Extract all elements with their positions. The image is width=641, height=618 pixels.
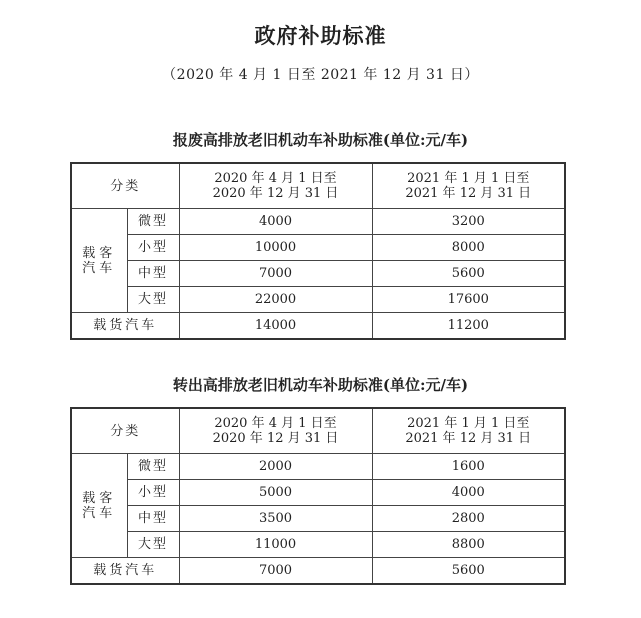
group-label-line2: 汽车	[82, 505, 117, 521]
vehicle-type-cell: 小型	[127, 480, 179, 506]
vehicle-type-cell: 小型	[127, 235, 179, 261]
period1-header-line1: 2020 年 4 月 1 日至	[214, 416, 337, 431]
period1-value-cell: 10000	[179, 235, 372, 261]
transfer-table-title: 转出高排放老旧机动车补助标准(单位:元/车)	[172, 376, 469, 394]
period2-value-cell: 17600	[372, 287, 565, 313]
table-row	[71, 454, 565, 480]
scrap-table-title: 报废高排放老旧机动车补助标准(单位:元/车)	[172, 131, 469, 149]
period1-value-cell: 4000	[179, 209, 372, 235]
table-row	[71, 532, 565, 558]
truck-row	[71, 558, 565, 585]
period2-value-cell: 1600	[372, 454, 565, 480]
document-title: 政府补助标准	[254, 23, 387, 48]
group-label-line1: 载客	[82, 245, 117, 261]
table-row	[71, 506, 565, 532]
period1-header	[179, 163, 372, 209]
period1-header	[179, 408, 372, 454]
period2-value-cell: 5600	[372, 261, 565, 287]
passenger-car-group-label	[71, 209, 127, 313]
truck-row	[71, 313, 565, 340]
period2-header	[372, 163, 565, 209]
vehicle-type-cell: 微型	[127, 209, 179, 235]
document-subtitle: （2020 年 4 月 1 日至 2021 年 12 月 31 日）	[162, 67, 479, 83]
category-header: 分类	[71, 163, 179, 209]
period1-value-cell: 7000	[179, 558, 372, 585]
period2-header-line2: 2021 年 12 月 31 日	[405, 186, 532, 201]
table-header-row	[71, 163, 565, 209]
period1-value-cell: 7000	[179, 261, 372, 287]
vehicle-type-cell: 中型	[127, 261, 179, 287]
period1-value-cell: 14000	[179, 313, 372, 340]
table-row	[71, 235, 565, 261]
period1-header-line2: 2020 年 12 月 31 日	[212, 186, 339, 201]
scrap-subsidy-table	[70, 162, 566, 340]
period2-header-line2: 2021 年 12 月 31 日	[405, 431, 532, 446]
period1-value-cell: 3500	[179, 506, 372, 532]
truck-label-cell: 载货汽车	[71, 313, 179, 340]
table-header-row	[71, 408, 565, 454]
period2-header-line1: 2021 年 1 月 1 日至	[407, 171, 530, 186]
vehicle-type-cell: 大型	[127, 532, 179, 558]
period2-value-cell: 8000	[372, 235, 565, 261]
table-row	[71, 209, 565, 235]
period2-value-cell: 4000	[372, 480, 565, 506]
table-row	[71, 287, 565, 313]
period2-value-cell: 2800	[372, 506, 565, 532]
category-header: 分类	[71, 408, 179, 454]
truck-label-cell: 载货汽车	[71, 558, 179, 585]
vehicle-type-cell: 中型	[127, 506, 179, 532]
group-label-line1: 载客	[82, 490, 117, 506]
period1-value-cell: 5000	[179, 480, 372, 506]
table-row	[71, 261, 565, 287]
period2-header-line1: 2021 年 1 月 1 日至	[407, 416, 530, 431]
period2-value-cell: 3200	[372, 209, 565, 235]
table-row	[71, 480, 565, 506]
period2-value-cell: 8800	[372, 532, 565, 558]
group-label-line2: 汽车	[82, 260, 117, 276]
period1-header-line1: 2020 年 4 月 1 日至	[214, 171, 337, 186]
period2-value-cell: 11200	[372, 313, 565, 340]
period1-value-cell: 22000	[179, 287, 372, 313]
period1-value-cell: 11000	[179, 532, 372, 558]
vehicle-type-cell: 微型	[127, 454, 179, 480]
period1-header-line2: 2020 年 12 月 31 日	[212, 431, 339, 446]
transfer-subsidy-table	[70, 407, 566, 585]
period1-value-cell: 2000	[179, 454, 372, 480]
period2-value-cell: 5600	[372, 558, 565, 585]
passenger-car-group-label	[71, 454, 127, 558]
vehicle-type-cell: 大型	[127, 287, 179, 313]
period2-header	[372, 408, 565, 454]
